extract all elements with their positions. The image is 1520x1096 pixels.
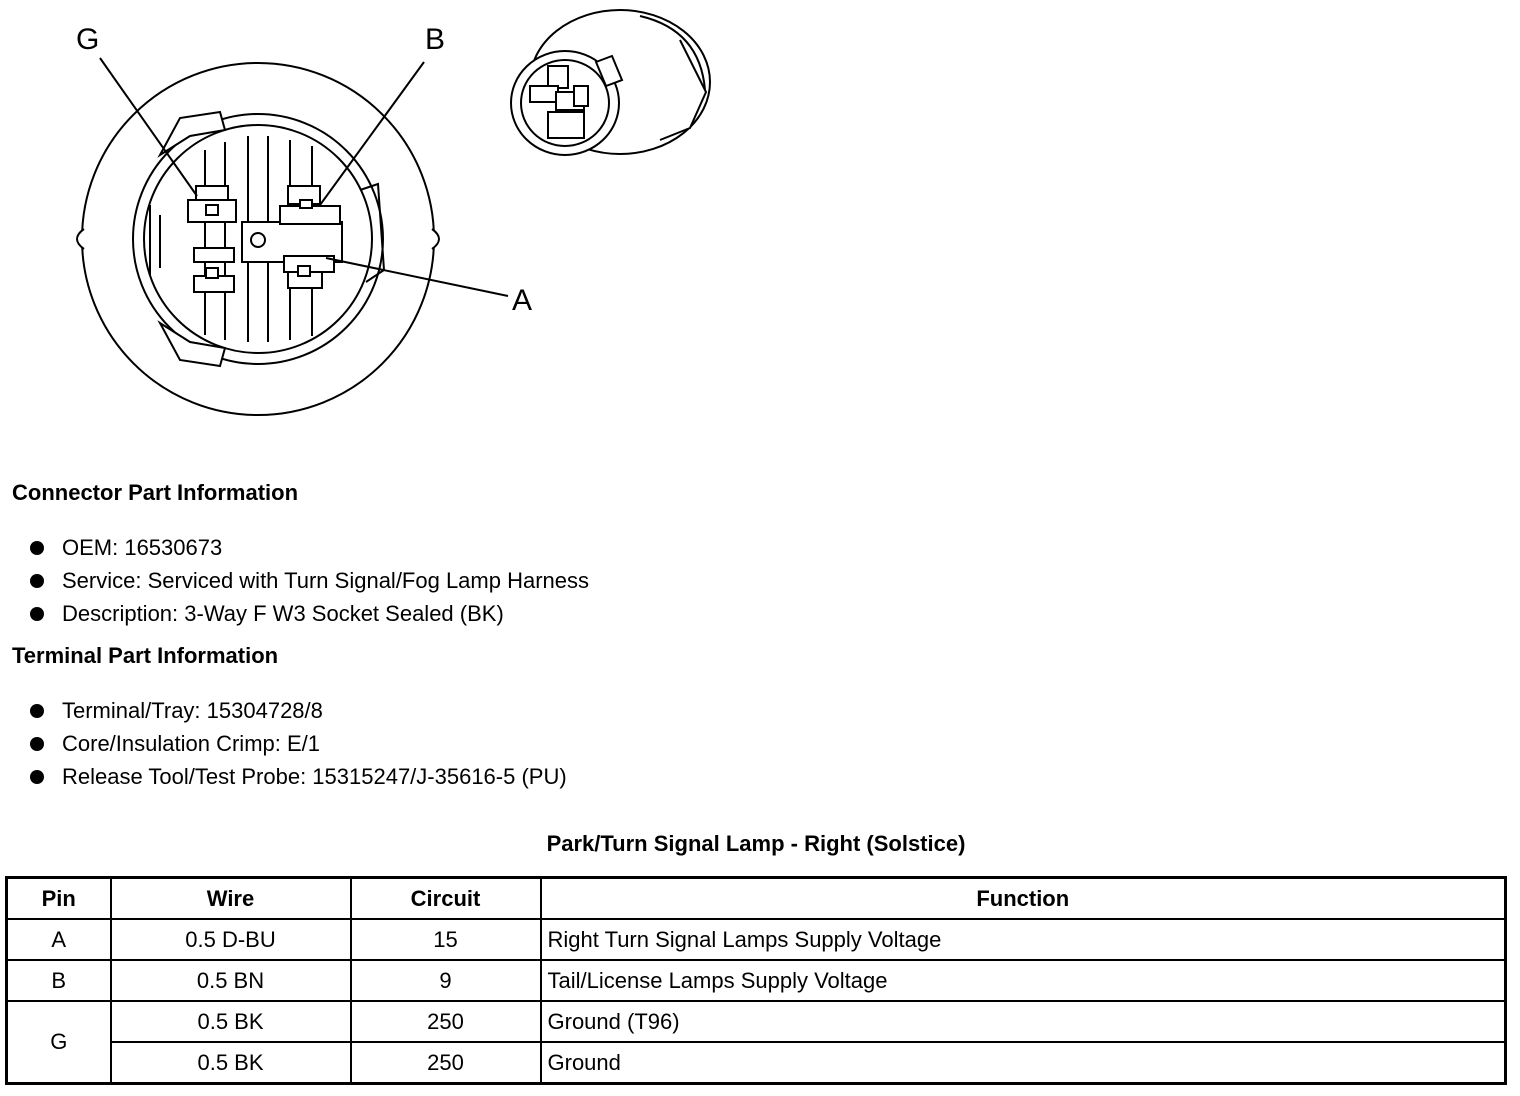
- header-pin: Pin: [7, 878, 111, 920]
- connector-info-list: [28, 531, 589, 630]
- table-row: [7, 919, 1506, 960]
- list-item: Release Tool/Test Probe: 15315247/J-35616-5 (PU): [28, 760, 567, 793]
- cell-pin: A: [7, 919, 111, 960]
- callout-g: G: [76, 23, 100, 56]
- cell-function: Right Turn Signal Lamps Supply Voltage: [541, 919, 1506, 960]
- cell-function: Ground: [541, 1042, 1506, 1084]
- connector-info-heading: Connector Part Information: [12, 480, 299, 505]
- list-item: Terminal/Tray: 15304728/8: [28, 694, 567, 727]
- cell-wire: 0.5 BN: [111, 960, 351, 1001]
- cell-wire: 0.5 BK: [111, 1001, 351, 1042]
- terminal-info-list: [28, 694, 567, 793]
- terminal-info-heading: Terminal Part Information: [12, 643, 279, 668]
- cell-circuit: 250: [351, 1042, 541, 1084]
- table-row: [7, 960, 1506, 1001]
- table-row: [7, 1042, 1506, 1084]
- cell-wire: 0.5 BK: [111, 1042, 351, 1084]
- connector-left-tab: [77, 229, 84, 249]
- list-item: Description: 3-Way F W3 Socket Sealed (BK): [28, 597, 589, 630]
- table-title: Park/Turn Signal Lamp - Right (Solstice): [546, 831, 966, 856]
- table-header-row: [7, 878, 1506, 920]
- list-item: OEM: 16530673: [28, 531, 589, 564]
- connector-diagram: [0, 0, 760, 420]
- cell-function: Ground (T96): [541, 1001, 1506, 1042]
- header-function: Function: [541, 878, 1506, 920]
- socket-perspective-view: [511, 10, 710, 155]
- connector-right-tab: [432, 229, 439, 249]
- terminal-cavity-g: [188, 186, 236, 222]
- header-wire: Wire: [111, 878, 351, 920]
- cell-circuit: 250: [351, 1001, 541, 1042]
- connector-key-hole: [251, 233, 265, 247]
- header-circuit: Circuit: [351, 878, 541, 920]
- list-item: Core/Insulation Crimp: E/1: [28, 727, 567, 760]
- callout-b: B: [425, 23, 446, 56]
- table-row: [7, 1001, 1506, 1042]
- cell-circuit: 9: [351, 960, 541, 1001]
- pin-table: [5, 876, 1507, 1085]
- cell-wire: 0.5 D-BU: [111, 919, 351, 960]
- cell-pin: G: [7, 1001, 111, 1084]
- callout-a: A: [512, 284, 533, 317]
- cell-function: Tail/License Lamps Supply Voltage: [541, 960, 1506, 1001]
- list-item: Service: Serviced with Turn Signal/Fog Lamp Harness: [28, 564, 589, 597]
- cell-pin: B: [7, 960, 111, 1001]
- cell-circuit: 15: [351, 919, 541, 960]
